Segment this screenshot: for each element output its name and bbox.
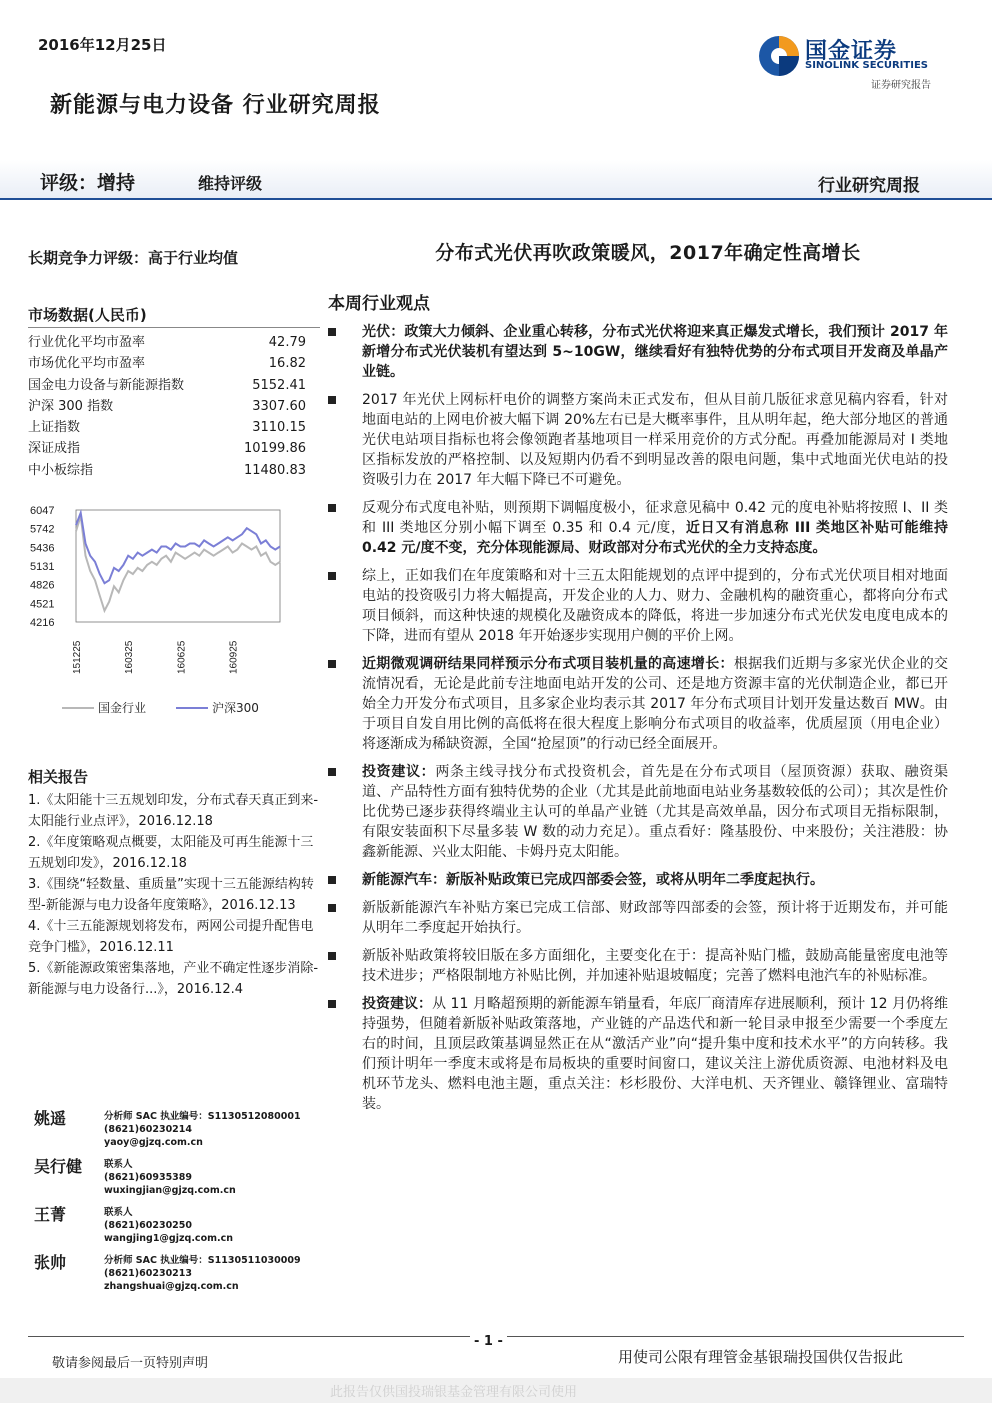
y-tick-label: 5742 [30, 523, 55, 536]
y-tick-label: 6047 [30, 505, 55, 517]
analyst-info: 分析师 SAC 执业编号：S1130512080001 (8621)60230214 yaoy@gjzq.com.cn [104, 1111, 301, 1148]
page-number: - 1 - [470, 1334, 507, 1349]
x-tick-label: 160625 [176, 640, 188, 674]
analyst-name: 姚遥 [34, 1109, 67, 1128]
sinolink-logo [755, 32, 955, 92]
logo-name-cn: 国金证券 [805, 39, 898, 64]
rating-label: 评级：增持 [40, 172, 136, 194]
x-tick-label: 160325 [124, 640, 136, 674]
bullet-item: 2017 年光伏上网标杆电价的调整方案尚未正式发布，但从目前几版征求意见稿内容看，针对地面电站的上网电价被大幅下调 20%左右已是大概率事件，且从明年起，绝大部分地区的普通光伏电站项目指标也将会像领跑者基地项目一样采用竞价的方式分配。再叠加能源局对 I 类地区指标发放的严格控制、以及短期内仍看不到明显改善的限电问题，集中式地面光伏电站的投资吸引力在 2017 年大幅下降已不可避免。 [328, 390, 948, 490]
logo-subtitle: 证券研究报告 [871, 80, 931, 91]
bullet-item: 投资建议：两条主线寻找分布式投资机会，首先是在分布式项目（屋顶资源）获取、融资渠道、产品特性方面有独特优势的企业（尤其是此前地面电站业务基数较低的公司）；其次是性价比优势已逐步获得终端业主认可的单晶产业链（尤其是高效单晶，因分布式项目无指标限制，有限安装面积下尽量多装 W 数的动力充足）。重点看好：隆基股份、中来股份；关注港股：协鑫新能源、兴业太阳能、卡姆丹克太阳能。 [328, 762, 948, 862]
related-report-item[interactable]: 4.《十三五能源规划将发布，两网公司提升配售电竞争门槛》，2016.12.11 [28, 919, 314, 955]
y-tick-label: 4826 [30, 579, 55, 592]
bullet-item: 投资建议：从 11 月略超预期的新能源车销量看，年底厂商清库存进展顺利，预计 12 月仍将维持强势，但随着新版补贴政策落地，产业链的产品迭代和新一轮目录申报至少需要一个季度左右的时间，且顶层政策基调显然正在从“激活产业”向“提升集中度和技术水平”的方向转移。我们预计明年一季度末或将是布局板块的重要时间窗口，建议关注上游优质资源、电池材料及电机环节龙头、燃料电池主题，重点关注：杉杉股份、大洋电机、天齐锂业、赣锋锂业、富瑞特装。 [328, 994, 948, 1114]
market-data-title: 市场数据(人民币) [28, 304, 320, 328]
analyst-info: 分析师 SAC 执业编号：S1130511030009 (8621)60230213 zhangshuai@gjzq.com.cn [104, 1255, 301, 1292]
footer-note: 用使司公限有理管金基银瑞投国供仅告报此 [618, 1348, 904, 1366]
report-type: 行业研究周报 [818, 176, 920, 196]
market-row: 国金电力设备与新能源指数 5152.41 [28, 377, 306, 393]
main-headline: 分布式光伏再吹政策暖风，2017年确定性高增长 [435, 242, 861, 264]
disclaimer-note: 敬请参阅最后一页特别声明 [52, 1356, 209, 1371]
market-row: 行业优化平均市盈率 42.79 [28, 335, 306, 350]
related-report-item[interactable]: 3.《围绕“轻数量、重质量”实现十三五能源结构转型-新能源与电力设备年度策略》，2016.12.13 [28, 877, 314, 913]
analyst-name: 吴行健 [34, 1157, 83, 1176]
index-line-chart [28, 500, 288, 725]
y-tick-label: 5131 [30, 561, 55, 574]
market-row: 中小板综指 11480.83 [28, 462, 306, 478]
y-tick-label: 4521 [30, 598, 55, 611]
bullet-item: 新版新能源汽车补贴方案已完成工信部、财政部等四部委的会签，预计将于近期发布，并可能从明年二季度起开始执行。 [328, 898, 948, 938]
analyst-name: 张帅 [34, 1253, 67, 1272]
report-date: 2016年12月25日 [38, 36, 167, 54]
section-title: 本周行业观点 [328, 294, 430, 314]
related-report-item[interactable]: 1.《太阳能十三五规划印发，分布式春天真正到来-太阳能行业点评》，2016.12.18 [28, 793, 319, 829]
market-row: 上证指数 3110.15 [28, 420, 306, 436]
x-tick-label: 151225 [72, 640, 83, 674]
bullet-item: 综上，正如我们在年度策略和对十三五太阳能规划的点评中提到的，分布式光伏项目相对地面电站的投资吸引力将大幅提高，开发企业的人力、财力、金融机构的融资重心，都将向分布式项目倾斜，而这种快速的规模化及融资成本的降低，将进一步加速分布式光伏发电度电成本的下降，进而有望从 2018 年开始逐步实现用户侧的平价上网。 [328, 566, 948, 646]
market-row: 沪深 300 指数 3307.60 [28, 398, 306, 414]
watermark-text: 此报告仅供国投瑞银基金管理有限公司使用 [330, 1385, 578, 1400]
related-report-item[interactable]: 5.《新能源政策密集落地，产业不确定性逐步消除-新能源与电力设备行...》，2016.12.4 [28, 961, 319, 997]
rating-maintain: 维持评级 [198, 174, 263, 193]
longterm-rating: 长期竞争力评级：高于行业均值 [28, 249, 239, 267]
related-reports-title: 相关报告 [28, 768, 89, 786]
analyst-info: 联系人 (8621)60935389 wuxingjian@gjzq.com.cn [104, 1159, 236, 1196]
bullet-item: 近期微观调研结果同样预示分布式项目装机量的高速增长：根据我们近期与多家光伏企业的交流情况看，无论是此前专注地面电站开发的公司、还是地方资源丰富的光伏制造企业，都已开始全力开发分布式项目，且多家企业均表示其 2017 年分布式项目计划开发量达数百 MW。由于项目自发自用比例的高低将在很大程度上影响分布式项目的收益率，优质屋顶（用电企业）将逐渐成为稀缺资源，全国“抢屋顶”的行动已经全面展开。 [328, 654, 948, 754]
left-sidebar [28, 235, 320, 481]
market-row: 深证成指 10199.86 [28, 441, 306, 457]
bullet-item: 反观分布式度电补贴，则预期下调幅度极小，征求意见稿中 0.42 元的度电补贴将按照 I、II 类和 III 类地区分别小幅下调至 0.35 和 0.4 元/度，近日又有消息称 III 类地区补贴可能维持 0.42 元/度不变，充分体现能源局、财政部对分布式光伏的全力支持态度。 [328, 498, 948, 558]
analyst-info: 联系人 (8621)60230250 wangjing1@gjzq.com.cn [104, 1207, 233, 1244]
analyst-name: 王菁 [34, 1205, 67, 1224]
bullet-item: 光伏：政策大力倾斜、企业重心转移，分布式光伏将迎来真正爆发式增长，我们预计 2017 年新增分布式光伏装机有望达到 5~10GW，继续看好有独特优势的分布式项目开发商及单晶产业链。 [328, 322, 948, 382]
bullet-list [328, 322, 948, 1114]
logo-name-en: SINOLINK SECURITIES [805, 60, 928, 71]
y-tick-label: 4216 [30, 617, 55, 629]
document-title: 新能源与电力设备 行业研究周报 [50, 93, 381, 118]
y-tick-label: 5436 [30, 542, 55, 555]
legend-label-industry: 国金行业 [98, 701, 147, 715]
sinolink-logo-icon [755, 32, 803, 80]
bullet-item: 新能源汽车：新版补贴政策已完成四部委会签，或将从明年二季度起执行。 [328, 870, 948, 890]
related-reports-list [28, 790, 320, 1000]
market-row: 市场优化平均市盈率 16.82 [28, 356, 306, 372]
main-content [328, 238, 948, 1122]
x-tick-label: 160925 [228, 640, 240, 674]
market-data-table [28, 332, 320, 481]
related-report-item[interactable]: 2.《年度策略观点概要，太阳能及可再生能源十三五规划印发》，2016.12.18 [28, 835, 314, 871]
bullet-item: 新版补贴政策将较旧版在多方面细化，主要变化在于：提高补贴门槛，鼓励高能量密度电池等技术进步；严格限制地方补贴比例，并加速补贴退坡幅度；完善了燃料电池汽车的补贴标准。 [328, 946, 948, 986]
legend-label-hs300: 沪深300 [212, 701, 259, 715]
